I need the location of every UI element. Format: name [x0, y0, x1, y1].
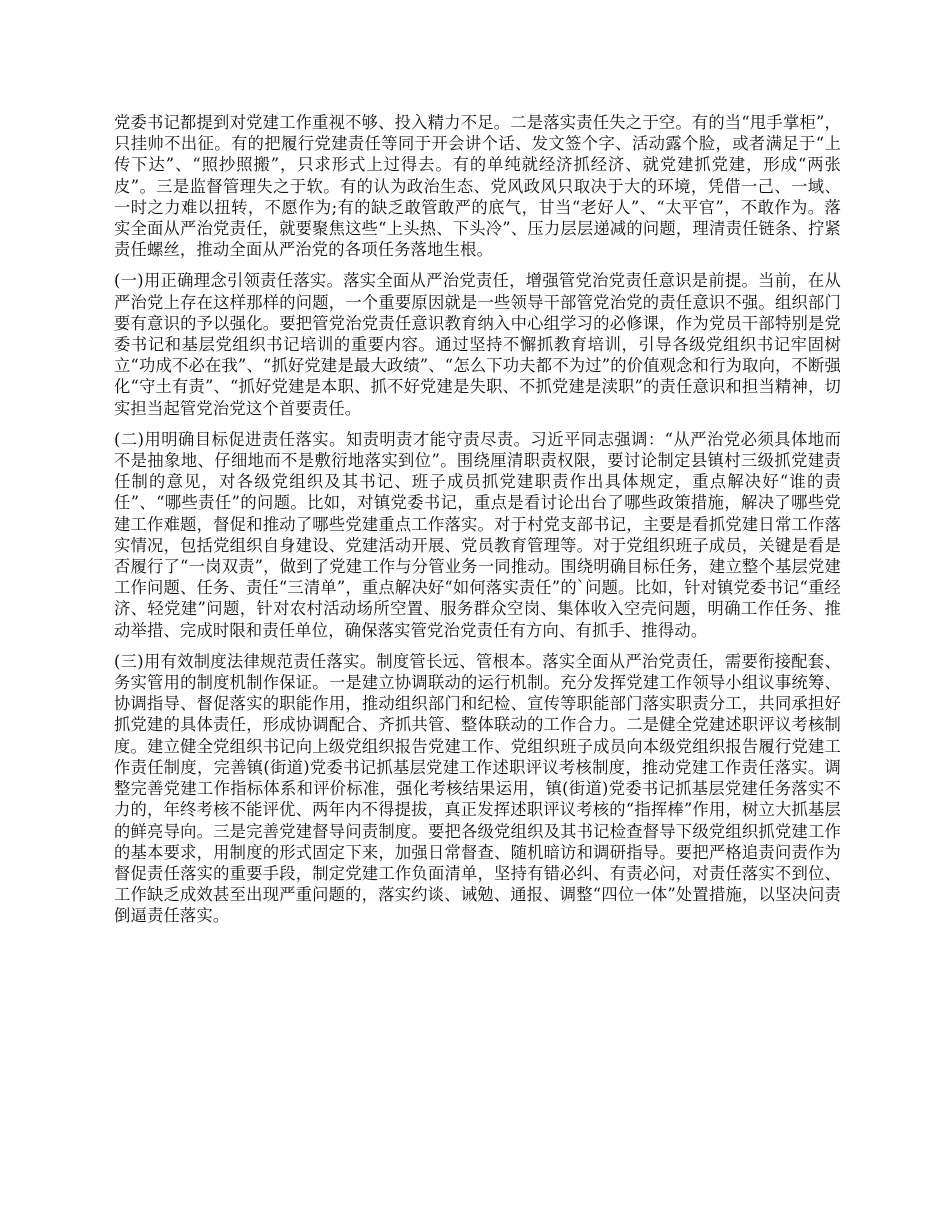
paragraph-section-2: (二)用明确目标促进责任落实。知责明责才能守责尽责。习近平同志强调：“从严治党必须具体地而不是抽象地、仔细地而不是敷衍地落实到位”。围绕厘清职责权限，要讨论制定县镇村三级抓党建责任制的意见，对各级党组织及其书记、班子成员抓党建职责作出具体规定，重点解决好“谁的责任”、“哪些责任”的问题。比如，对镇党委书记，重点是看讨论出台了哪些政策措施，解决了哪些党建工作难题，督促和推动了哪些党建重点工作落实。对于村党支部书记，主要是看抓党建日常工作落实情况，包括党组织自身建设、党建活动开展、党员教育管理等。对于党组织班子成员，关键是看是否履行了“一岗双责”，做到了党建工作与分管业务一同推动。围绕明确目标任务，建立整个基层党建工作问题、任务、责任“三清单”，重点解决好“如何落实责任”的`问题。比如，针对镇党委书记“重经济、轻党建”问题，针对农村活动场所空置、服务群众空岗、集体收入空壳问题，明确工作任务、推动举措、完成时限和责任单位，确保落实管党治党责任有方向、有抓手、推得动。: [114, 429, 841, 640]
document-body: [114, 112, 841, 937]
paragraph-section-3: (三)用有效制度法律规范责任落实。制度管长远、管根本。落实全面从严治党责任，需要衔接配套、务实管用的制度机制作保证。一是建立协调联动的运行机制。充分发挥党建工作领导小组议事统筹、协调指导、督促落实的职能作用，推动组织部门和纪检、宣传等职能部门落实职责分工，共同承担好抓党建的具体责任，形成协调配合、齐抓共管、整体联动的工作合力。二是健全党建述职评议考核制度。建立健全党组织书记向上级党组织报告党建工作、党组织班子成员向本级党组织报告履行党建工作责任制度，完善镇(街道)党委书记抓基层党建工作述职评议考核制度，推动党建工作责任落实。调整完善党建工作指标体系和评价标准，强化考核结果运用，镇(街道)党委书记抓基层党建任务落实不力的，年终考核不能评优、两年内不得提拔，真正发挥述职评议考核的“指挥棒”作用，树立大抓基层的鲜亮导向。三是完善党建督导问责制度。要把各级党组织及其书记检查督导下级党组织抓党建工作的基本要求，用制度的形式固定下来，加强日常督查、随机暗访和调研指导。要把严格追责问责作为督促责任落实的重要手段，制定党建工作负面清单，坚持有错必纠、有责必问，对责任落实不到位、工作缺乏成效甚至出现严重问题的，落实约谈、诫勉、通报、调整“四位一体”处置措施，以坚决问责倒逼责任落实。: [114, 651, 841, 926]
paragraph-intro: 党委书记都提到对党建工作重视不够、投入精力不足。二是落实责任失之于空。有的当“甩手掌柜”，只挂帅不出征。有的把履行党建责任等同于开会讲个话、发文签个字、活动露个脸，或者满足于“上传下达”、“照抄照搬”，只求形式上过得去。有的单纯就经济抓经济、就党建抓党建，形成“两张皮”。三是监督管理失之于软。有的认为政治生态、党风政风只取决于大的环境，凭借一己、一域、一时之力难以扭转，不愿作为;有的缺乏敢管敢严的底气，甘当“老好人”、“太平官”，不敢作为。落实全面从严治党责任，就要聚焦这些“上头热、下头冷”、压力层层递减的问题，理清责任链条、拧紧责任螺丝，推动全面从严治党的各项任务落地生根。: [114, 113, 841, 260]
paragraph-section-1: (一)用正确理念引领责任落实。落实全面从严治党责任，增强管党治党责任意识是前提。当前，在从严治党上存在这样那样的问题，一个重要原因就是一些领导干部管党治党的责任意识不强。组织部门要有意识的予以强化。要把管党治党责任意识教育纳入中心组学习的必修课，作为党员干部特别是党委书记和基层党组织书记培训的重要内容。通过坚持不懈抓教育培训，引导各级党组织书记牢固树立“功成不必在我”、“抓好党建是最大政绩”、“怎么下功夫都不为过”的价值观念和行为取向，不断强化“守土有责”、“抓好党建是本职、抓不好党建是失职、不抓党建是渎职”的责任意识和担当精神，切实担当起管党治党这个首要责任。: [114, 271, 841, 418]
